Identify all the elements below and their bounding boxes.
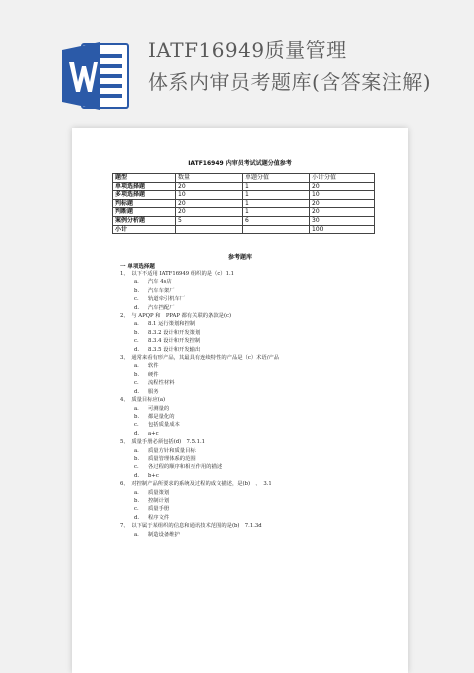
option-text: 软件 — [148, 363, 159, 370]
table-cell — [176, 225, 243, 234]
option-text: a+c — [148, 430, 159, 437]
table-cell: 20 — [310, 208, 375, 217]
option-text: 可测量的 — [148, 405, 170, 412]
option-text: b+c — [148, 472, 159, 479]
microsoft-word-icon — [60, 38, 130, 114]
option-text: 各过程的顺序和相互作用的描述 — [148, 464, 223, 471]
option-item — [120, 514, 380, 522]
question-text: 7、 以下属于某组织的信息和通讯技术范围的是(b) 7.1.3d — [120, 523, 262, 530]
option-item — [120, 472, 380, 480]
option-item — [120, 455, 380, 463]
table-cell: 10 — [176, 191, 243, 200]
option-item — [120, 362, 380, 370]
table-cell: 5 — [176, 216, 243, 225]
table-row — [113, 191, 375, 200]
option-item — [120, 329, 380, 337]
table-cell: 1 — [243, 208, 310, 217]
table-row — [113, 182, 375, 191]
option-key: b. — [134, 413, 140, 420]
table-cell: 100 — [310, 225, 375, 234]
table-cell: 30 — [310, 216, 375, 225]
option-text: 汽车 4s店 — [148, 279, 172, 286]
table-header-row — [113, 174, 375, 183]
reference-title: 参考题库 — [227, 254, 252, 261]
question-text: 6、 对控制产品所要求的系统及过程的成文描述，是(b) 、 3.1 — [120, 481, 272, 488]
option-item — [120, 413, 380, 421]
table-cell: 多项选择题 — [113, 191, 176, 200]
option-key: c. — [134, 506, 139, 513]
option-text: 质量方针和质量目标 — [148, 447, 196, 454]
table-row — [113, 208, 375, 217]
title-line-1: IATF16949质量管理 — [148, 38, 347, 62]
option-key: b. — [134, 497, 140, 504]
option-text: 8.3.4 设计和开发控制 — [148, 338, 201, 345]
title-line-2: 体系内审员考题库(含答案注解) — [148, 70, 432, 94]
option-text: 轨道牵引机车厂 — [148, 296, 186, 303]
table-cell: 20 — [176, 208, 243, 217]
table-cell: 小计分值 — [310, 174, 375, 183]
option-text: 汽车挡配厂 — [148, 304, 175, 311]
option-key: c. — [134, 338, 139, 345]
option-item — [120, 531, 380, 539]
option-key: b. — [134, 329, 140, 336]
option-key: a. — [134, 321, 139, 328]
table-cell: 1 — [243, 191, 310, 200]
table-cell: 20 — [176, 199, 243, 208]
option-item — [120, 287, 380, 295]
option-key: b. — [134, 371, 140, 378]
table-cell: 6 — [243, 216, 310, 225]
document-page — [72, 128, 408, 673]
option-key: d. — [134, 346, 140, 353]
option-item — [120, 304, 380, 312]
option-text: 8.3.2 设计和开发策划 — [148, 329, 201, 336]
table-cell: 判标题 — [113, 199, 176, 208]
table-cell: 20 — [310, 182, 375, 191]
option-key: a. — [134, 279, 139, 286]
option-key: d. — [134, 472, 140, 479]
option-text: 硬件 — [148, 371, 159, 378]
table-row — [113, 225, 375, 234]
option-item — [120, 337, 380, 345]
table-cell: 1 — [243, 199, 310, 208]
option-key: c. — [134, 422, 139, 429]
option-item — [120, 278, 380, 286]
option-text: 8.3.5 设计和开发输出 — [148, 346, 201, 353]
question-text: 5、 质量手册必须包括(d) 7.5.1.1 — [120, 439, 206, 446]
option-item — [120, 463, 380, 471]
table-cell: 20 — [310, 199, 375, 208]
option-item — [120, 430, 380, 438]
table-cell: 小计 — [113, 225, 176, 234]
option-key: a. — [134, 531, 139, 538]
option-item — [120, 505, 380, 513]
option-item — [120, 489, 380, 497]
option-key: c. — [134, 380, 139, 387]
option-item — [120, 295, 380, 303]
score-table — [112, 173, 375, 234]
option-text: 质量管理体系的范围 — [148, 455, 196, 462]
table-cell: 判断题 — [113, 208, 176, 217]
table-cell: 单题分值 — [243, 174, 310, 183]
option-key: c. — [134, 464, 139, 471]
option-key: a. — [134, 489, 139, 496]
table-cell — [243, 225, 310, 234]
option-item — [120, 379, 380, 387]
option-text: 质量手册 — [148, 506, 170, 513]
option-key: b. — [134, 287, 140, 294]
option-item — [120, 371, 380, 379]
question-list — [120, 270, 380, 539]
option-key: d. — [134, 304, 140, 311]
table-cell: 案例分析题 — [113, 216, 176, 225]
table-cell: 10 — [310, 191, 375, 200]
option-key: d. — [134, 388, 140, 395]
table-row — [113, 199, 375, 208]
option-item — [120, 405, 380, 413]
option-text: 程序文件 — [148, 514, 170, 521]
option-item — [120, 447, 380, 455]
question-text: 4、 质量目标应(a) — [120, 397, 166, 404]
table-cell: 题型 — [113, 174, 176, 183]
table-cell: 单项选择题 — [113, 182, 176, 191]
option-item — [120, 320, 380, 328]
option-item — [120, 388, 380, 396]
question-text: 1、 以下不适用 IATF16949 组织的是（c）1.1 — [120, 271, 235, 277]
option-text: 流程性材料 — [148, 380, 175, 387]
option-text: 汽车车架厂 — [148, 287, 175, 294]
section-title: 一 单项选择题 — [120, 264, 155, 270]
option-key: a. — [134, 363, 139, 370]
option-key: d. — [134, 514, 140, 521]
option-key: a. — [134, 447, 139, 454]
option-text: 制造设备维护 — [148, 531, 180, 538]
table-cell: 1 — [243, 182, 310, 191]
option-item — [120, 421, 380, 429]
score-table-caption: IATF16949 内审员考试试题分值参考 — [188, 160, 292, 167]
option-key: b. — [134, 455, 140, 462]
table-cell: 数量 — [176, 174, 243, 183]
option-text: 控制计划 — [148, 497, 170, 504]
question-text: 2、 与 APQP 和 PPAP 都有关联的条款是(c) — [120, 313, 232, 320]
option-text: 8.1 运行策划和控制 — [148, 321, 196, 328]
option-text: 服务 — [148, 388, 159, 395]
option-item — [120, 497, 380, 505]
option-key: c. — [134, 296, 139, 303]
option-text: 质量策划 — [148, 489, 170, 496]
question-text: 3、 通常来看有形产品，其最具有连续特性的产品是（c）术语/产品 — [120, 355, 280, 362]
option-item — [120, 346, 380, 354]
option-key: d. — [134, 430, 140, 437]
option-text: 都是量化的 — [148, 413, 175, 420]
table-cell: 20 — [176, 182, 243, 191]
option-text: 包括质量成本 — [148, 422, 180, 429]
page-title — [148, 34, 431, 98]
option-key: a. — [134, 405, 139, 412]
table-row — [113, 216, 375, 225]
